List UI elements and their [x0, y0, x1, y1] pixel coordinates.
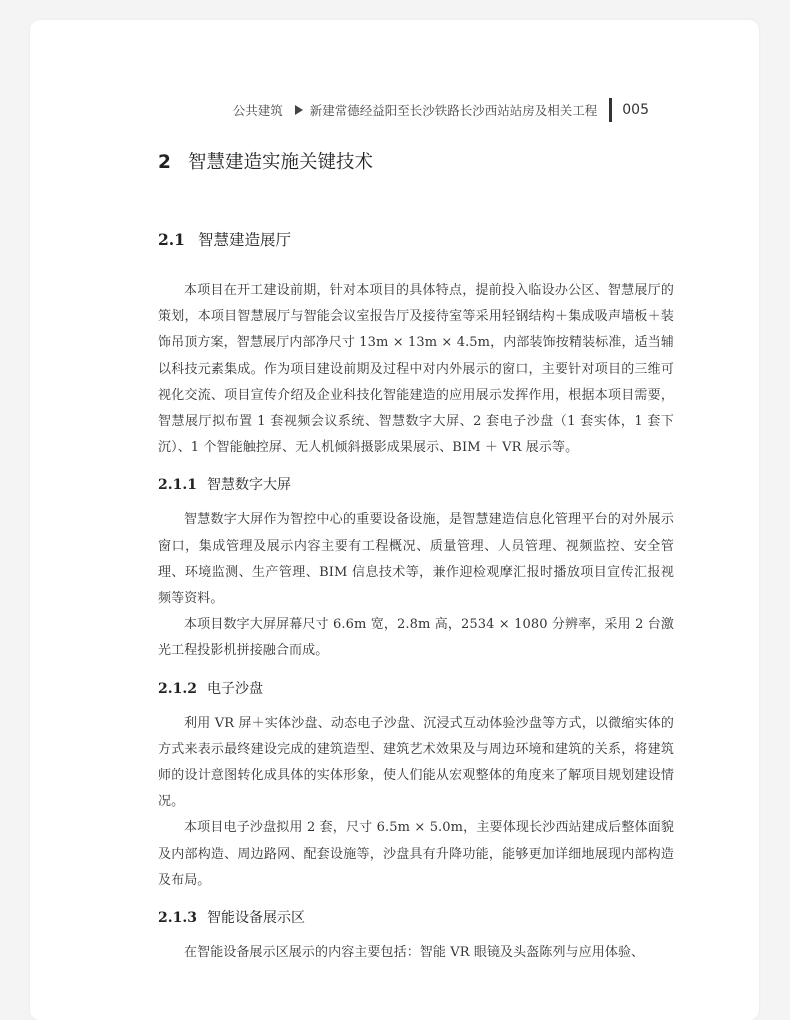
section-intro-paragraph: 本项目在开工建设前期，针对本项目的具体特点，提前投入临设办公区、智慧展厅的策划，本项目智慧展厅与智能会议室报告厅及接待室等采用轻钢结构＋集成吸声墙板＋装饰吊顶方案，智慧展厅内部净尺寸 13m × 13m × 4.5m，内部装饰按精装标准，适当辅以科技元素集成。作为项目建设前期及过程中对内外展示的窗口，主要针对项目的三维可视化交流、项目宣传介绍及企业科技化智能建造的应用展示发挥作用，根据本项目需要，智慧展厅拟布置 1 套视频会议系统、智慧数字大屏、2 套电子沙盘（1 套实体，1 套下沉）、1 个智能触控屏、无人机倾斜摄影成果展示、BIM ＋ VR 展示等。	[158, 283, 674, 456]
header-divider	[609, 98, 612, 122]
subsection-heading	[158, 471, 674, 499]
subsection-title: 电子沙盘	[207, 680, 263, 697]
subsection-number: 2.1.1	[158, 477, 197, 494]
subsection-heading	[158, 904, 674, 932]
section-title: 智慧建造展厅	[198, 231, 292, 249]
subsection-heading	[158, 675, 674, 703]
chapter-number: 2	[158, 152, 171, 173]
subsection-title: 智慧数字大屏	[207, 477, 291, 494]
subsection-number: 2.1.2	[158, 680, 197, 697]
section-number: 2.1	[158, 230, 185, 249]
page-number: 005	[622, 102, 649, 118]
triangle-right-icon	[295, 105, 303, 115]
header-project-title: 新建常德经益阳至长沙铁路长沙西站站房及相关工程	[309, 103, 598, 118]
body-paragraph: 智慧数字大屏作为智控中心的重要设备设施，是智慧建造信息化管理平台的对外展示窗口，集成管理及展示内容主要有工程概况、质量管理、人员管理、视频监控、安全管理、环境监测、生产管理、BIM 信息技术等，兼作迎检观摩汇报时播放项目宣传汇报视频等资料。	[158, 512, 674, 607]
running-header	[233, 98, 649, 122]
document-page	[30, 20, 759, 1020]
section-heading	[158, 225, 674, 255]
chapter-heading	[158, 148, 674, 178]
body-paragraph: 在智能设备展示区展示的内容主要包括：智能 VR 眼镜及头盔陈列与应用体验、	[184, 945, 645, 961]
header-category: 公共建筑	[232, 103, 283, 118]
page-content	[158, 148, 674, 966]
subsection-number: 2.1.3	[158, 910, 197, 927]
subsection-title: 智能设备展示区	[207, 910, 305, 927]
chapter-title: 智慧建造实施关键技术	[188, 152, 374, 173]
body-paragraph: 本项目电子沙盘拟用 2 套，尺寸 6.5m × 5.0m，主要体现长沙西站建成后整体面貌及内部构造、周边路网、配套设施等，沙盘具有升降功能，能够更加详细地展现内部构造及布局。	[158, 820, 674, 888]
body-paragraph: 利用 VR 屏＋实体沙盘、动态电子沙盘、沉浸式互动体验沙盘等方式，以微缩实体的方式来表示最终建设完成的建筑造型、建筑艺术效果及与周边环境和建筑的关系，将建筑师的设计意图转化成具体的实体形象，使人们能从宏观整体的角度来了解项目规划建设情况。	[158, 715, 674, 810]
body-paragraph: 本项目数字大屏屏幕尺寸 6.6m 宽，2.8m 高，2534 × 1080 分辨率，采用 2 台激光工程投影机拼接融合而成。	[158, 617, 674, 659]
